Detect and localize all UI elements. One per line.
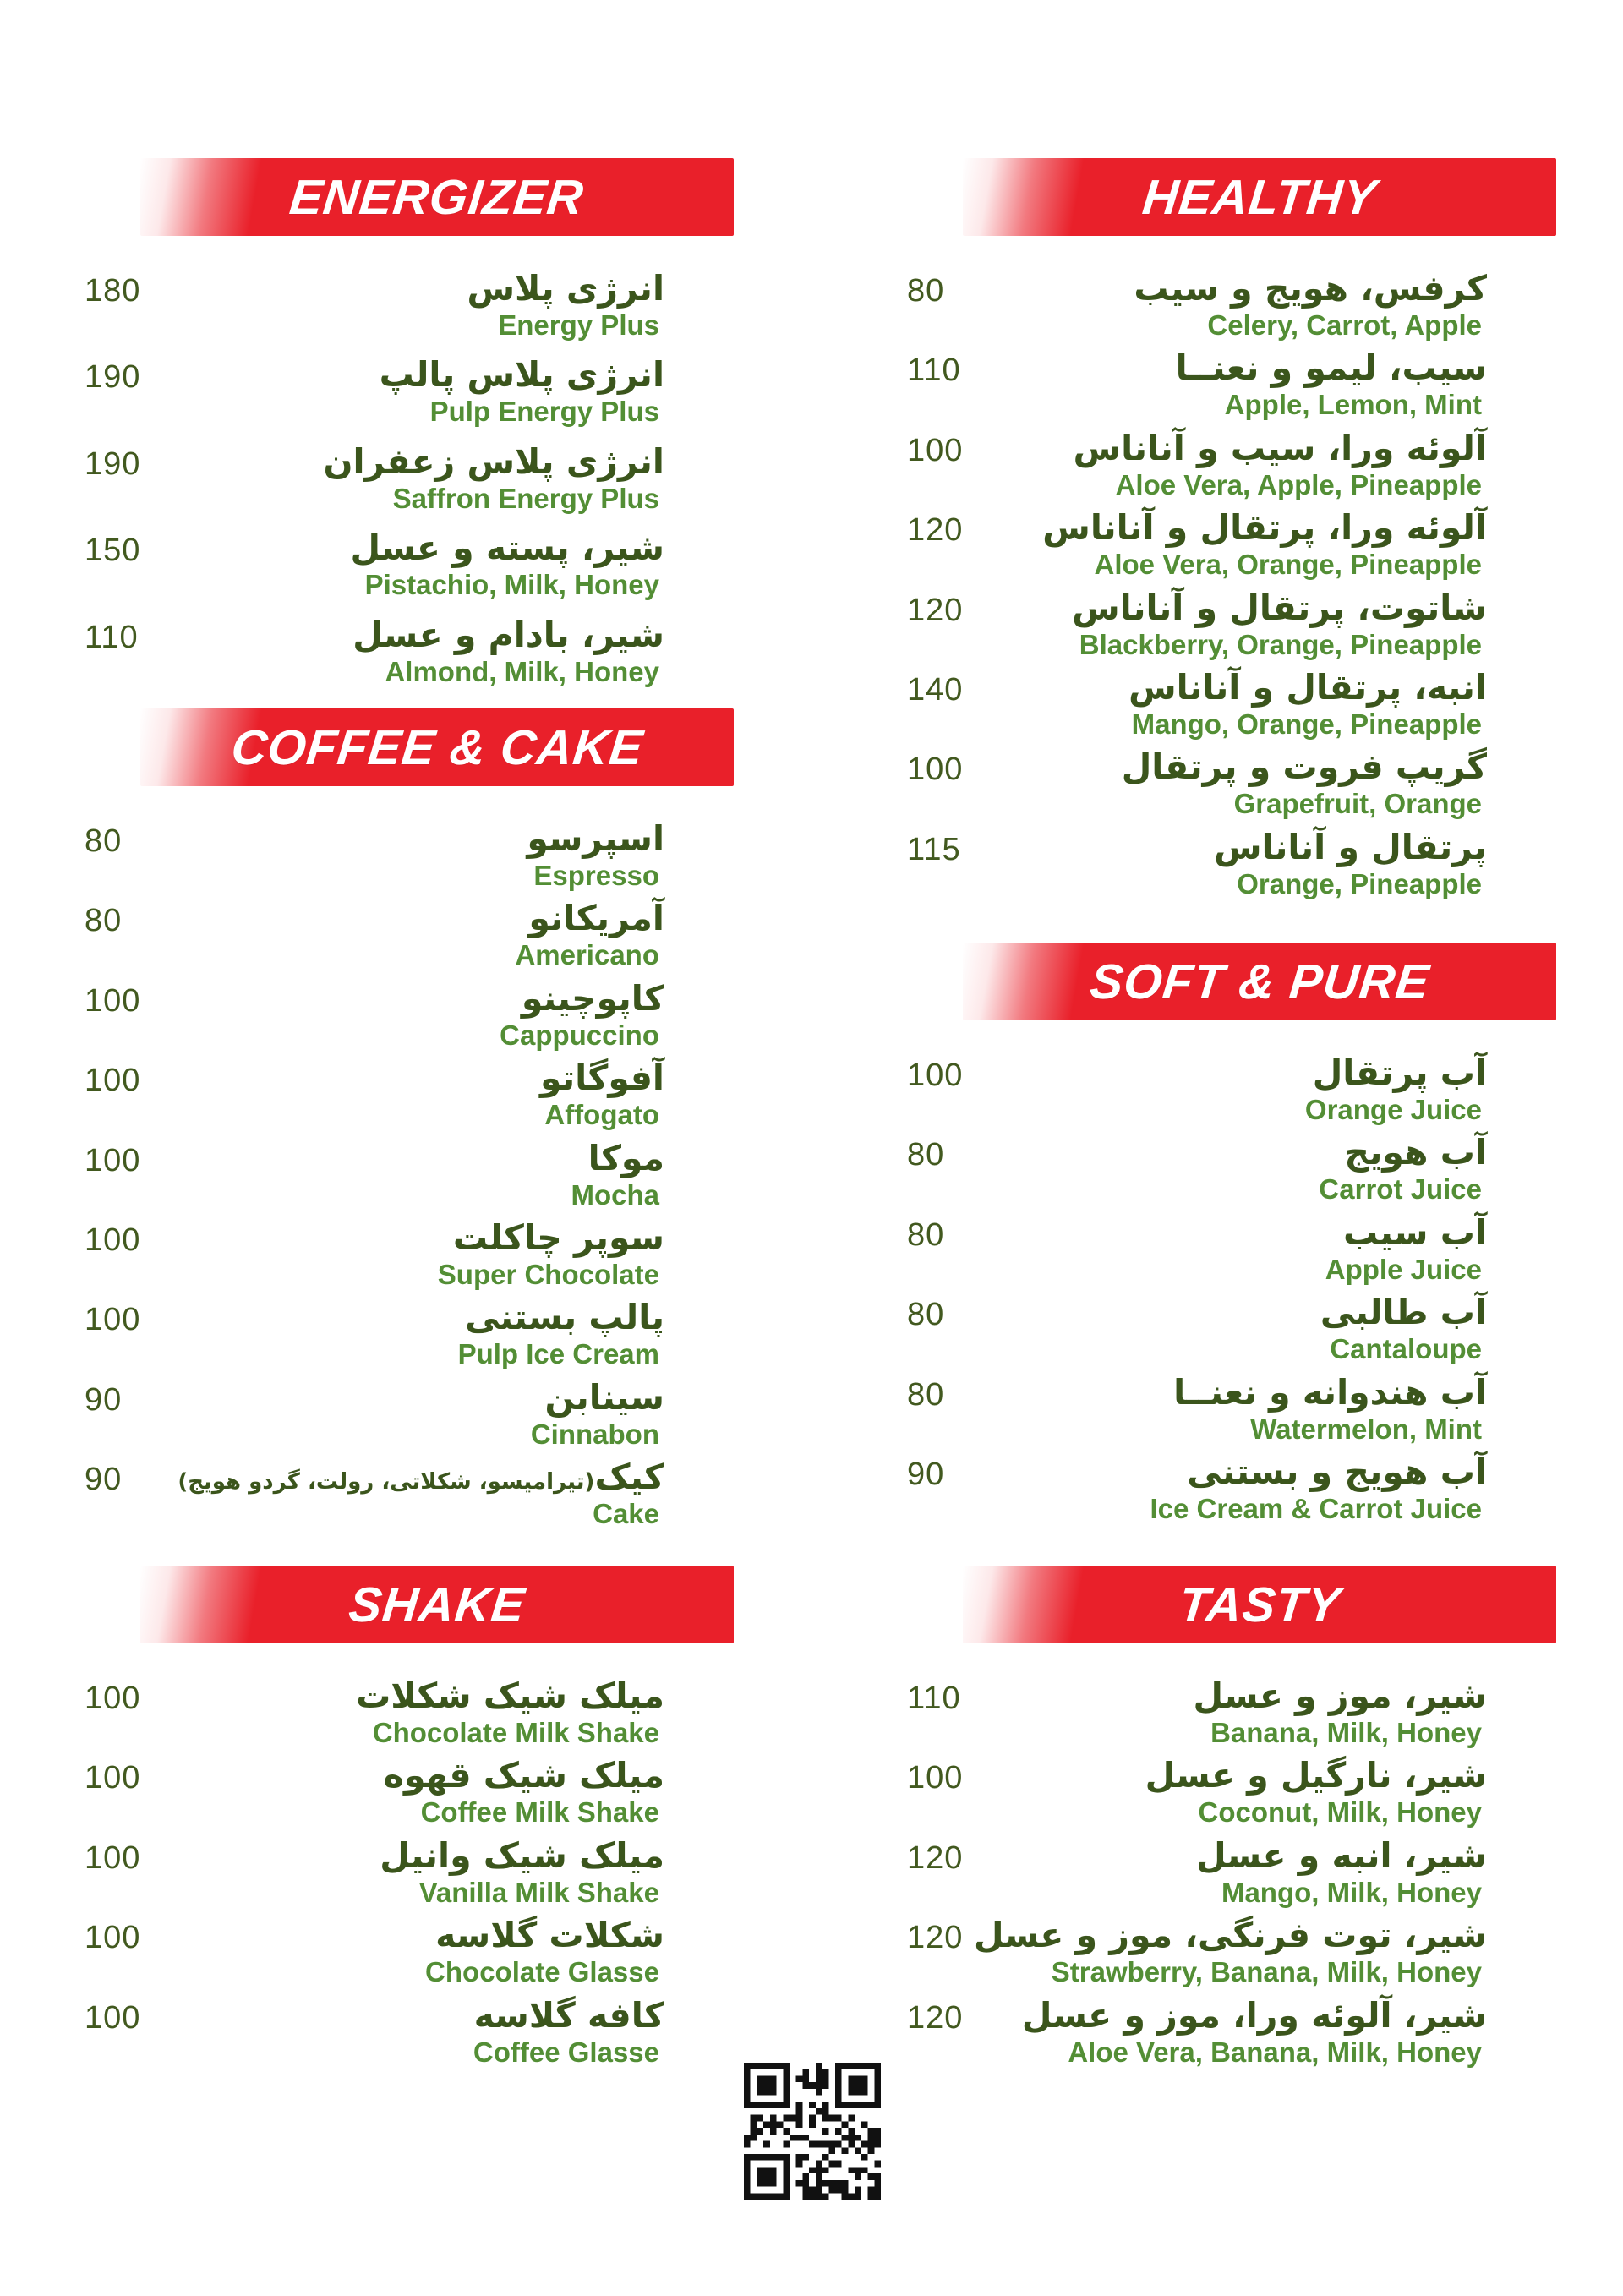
menu-item: [85, 528, 664, 601]
item-name-persian: [140, 1458, 664, 1496]
menu-item: [85, 354, 664, 428]
item-price: 100: [85, 1063, 141, 1099]
item-name-persian: [140, 1298, 664, 1337]
menu-item: [907, 826, 1487, 899]
item-name-english: Americano: [515, 939, 659, 971]
section-banner: [140, 158, 734, 236]
item-name-persian-text: میلک شیک وانیل: [380, 1834, 664, 1876]
item-price: 180: [85, 273, 141, 309]
item-name-persian: [963, 1677, 1487, 1715]
item-name-persian-text: انرژی پلاس: [467, 268, 664, 309]
item-price: 100: [907, 1058, 964, 1093]
item-name-persian: [140, 1059, 664, 1097]
item-price: 140: [907, 671, 964, 708]
section-items: [907, 268, 1556, 899]
item-name-persian: [140, 440, 664, 482]
item-name-english: Apple Juice: [1325, 1253, 1482, 1285]
item-name-persian: [140, 1994, 664, 2036]
section-tasty: [907, 1566, 1556, 2076]
item-name-persian-text: آفوگاتو: [540, 1058, 664, 1099]
item-name-english: Aloe Vera, Orange, Pineapple: [1094, 549, 1482, 581]
item-name-persian-text: آب طالبی: [1320, 1292, 1487, 1333]
item-price: 120: [907, 1999, 964, 2036]
item-price: 90: [85, 1462, 123, 1498]
item-name-persian: [963, 1211, 1487, 1253]
item-name-persian: [963, 666, 1487, 708]
item-name-english: Banana, Milk, Honey: [1210, 1717, 1482, 1749]
item-price: 110: [907, 353, 961, 389]
item-name-persian: [140, 616, 664, 654]
menu-item: [85, 1297, 664, 1370]
item-price: 120: [907, 1840, 964, 1876]
item-name-english: Cake: [593, 1498, 659, 1530]
menu-item: [907, 1755, 1487, 1829]
item-name-english: Grapefruit, Orange: [1233, 788, 1482, 820]
item-name-persian: [140, 1216, 664, 1258]
item-name-english: Affogato: [544, 1099, 659, 1131]
item-name-persian: [140, 977, 664, 1019]
item-name-persian-text: کرفس، هویج و سیب: [1134, 268, 1487, 309]
section-soft: [907, 943, 1556, 1533]
item-name-persian: [140, 270, 664, 308]
menu-item: [85, 1137, 664, 1211]
section-title: SOFT & PURE: [1087, 954, 1432, 1009]
item-name-persian: [140, 529, 664, 567]
section-title: HEALTHY: [1139, 169, 1380, 225]
item-price: 100: [85, 1142, 141, 1178]
item-name-english: Pulp Ice Cream: [457, 1338, 659, 1370]
item-name-persian-text: شیر، نارگیل و عسل: [1145, 1755, 1487, 1796]
item-price: 80: [907, 1137, 945, 1173]
item-name-persian: [963, 1371, 1487, 1413]
section-title: SHAKE: [346, 1577, 528, 1632]
menu-item: [85, 1755, 664, 1829]
item-name-english: Cantaloupe: [1330, 1333, 1482, 1365]
menu-item: [85, 898, 664, 971]
item-name-persian: [963, 1916, 1487, 1954]
item-price: 100: [907, 1760, 964, 1796]
item-name-english: Aloe Vera, Apple, Pineapple: [1115, 468, 1482, 500]
item-name-english: Saffron Energy Plus: [392, 482, 659, 514]
item-name-english: Vanilla Milk Shake: [418, 1876, 659, 1908]
item-name-english: Blackberry, Orange, Pineapple: [1079, 628, 1482, 660]
item-name-persian-text: شیر، پسته و عسل: [350, 528, 664, 569]
menu-item: [907, 1451, 1487, 1525]
menu-item: [907, 1676, 1487, 1749]
item-name-persian-text: سینابن: [544, 1376, 664, 1418]
item-name-persian: [963, 1134, 1487, 1172]
item-price: 80: [907, 273, 945, 309]
item-price: 100: [85, 1920, 141, 1956]
item-name-persian-text: شیر، موز و عسل: [1193, 1676, 1487, 1716]
menu-item: [85, 614, 664, 687]
item-name-persian: [140, 1916, 664, 1954]
item-price: 100: [85, 982, 141, 1019]
item-name-persian: [140, 1137, 664, 1178]
item-name-english: Cappuccino: [500, 1019, 659, 1051]
item-name-persian-text: کاپوچینو: [521, 977, 664, 1019]
section-shake: [85, 1566, 734, 2076]
menu-item: [907, 427, 1487, 500]
qr-code-pattern: [744, 2063, 881, 2200]
item-price: 90: [85, 1381, 123, 1418]
section-title: COFFEE & CAKE: [228, 719, 646, 775]
item-name-persian-text: آب هندوانه و نعنــا: [1173, 1371, 1487, 1413]
item-price: 80: [907, 1216, 945, 1253]
item-name-english: Energy Plus: [498, 309, 659, 342]
item-name-persian-text: آب سیب: [1343, 1211, 1487, 1253]
item-price: 100: [85, 1999, 141, 2036]
item-name-persian: [140, 1834, 664, 1876]
item-name-persian: [963, 1453, 1487, 1491]
item-name-english: Chocolate Glasse: [425, 1956, 659, 1988]
item-name-english: Mango, Orange, Pineapple: [1131, 708, 1482, 741]
menu-item: [907, 1915, 1487, 1988]
item-name-english: Mango, Milk, Honey: [1221, 1876, 1482, 1908]
item-name-persian-text: آب هویج و بستنی: [1187, 1451, 1487, 1492]
item-name-english: Coffee Milk Shake: [420, 1796, 659, 1829]
item-name-english: Super Chocolate: [437, 1259, 659, 1291]
section-coffee: [85, 708, 734, 1539]
item-name-english: Watermelon, Mint: [1250, 1413, 1482, 1445]
item-name-persian-text: آب هویج: [1344, 1132, 1487, 1173]
item-name-english: Coconut, Milk, Honey: [1198, 1796, 1482, 1829]
menu-item: [85, 1216, 664, 1291]
item-price: 100: [85, 1302, 141, 1338]
item-price: 150: [85, 533, 141, 569]
menu-item: [907, 587, 1487, 660]
item-name-persian: [140, 1677, 664, 1715]
item-price: 100: [907, 432, 964, 468]
section-items: [85, 1676, 734, 2068]
item-name-persian: [963, 1994, 1487, 2036]
section-banner: [140, 1566, 734, 1643]
item-name-english: Orange Juice: [1304, 1094, 1482, 1126]
item-name-persian: [140, 1757, 664, 1795]
section-title: ENERGIZER: [287, 169, 587, 225]
menu-item: [907, 507, 1487, 581]
item-price: 120: [907, 512, 964, 549]
item-name-english: Pistachio, Milk, Honey: [364, 569, 659, 601]
menu-item: [907, 347, 1487, 421]
item-name-english: Ice Cream & Carrot Juice: [1150, 1493, 1482, 1525]
item-price: 120: [907, 1920, 964, 1956]
item-name-persian-text: انرژی پلاس پالپ: [379, 354, 664, 396]
item-price: 100: [85, 1222, 141, 1258]
item-price: 80: [85, 903, 123, 939]
menu-item: [85, 1457, 664, 1530]
item-name-persian-text: شیر، آلوئه ورا، موز و عسل: [1021, 1994, 1487, 2036]
item-price: 90: [907, 1456, 945, 1492]
menu-item: [85, 977, 664, 1051]
section-items: [907, 1676, 1556, 2068]
section-energizer: [85, 158, 734, 702]
item-name-persian: [963, 1293, 1487, 1331]
item-price: 100: [85, 1840, 141, 1876]
menu-item: [907, 1211, 1487, 1285]
menu-item: [85, 1058, 664, 1131]
section-items: [85, 818, 734, 1530]
menu-item: [85, 268, 664, 342]
item-name-english: Strawberry, Banana, Milk, Honey: [1051, 1956, 1482, 1988]
item-name-persian-text: کیک: [594, 1457, 664, 1498]
item-price: 110: [85, 619, 139, 655]
menu-item: [907, 1132, 1487, 1205]
item-name-persian-text: شیر، بادام و عسل: [352, 614, 664, 655]
item-name-english: Pulp Energy Plus: [429, 396, 659, 428]
item-name-persian: [140, 899, 664, 938]
menu-item: [85, 1676, 664, 1749]
item-name-persian: [963, 589, 1487, 627]
section-title: TASTY: [1176, 1577, 1343, 1632]
item-name-persian-text: میلک شیک شکلات: [356, 1676, 664, 1716]
item-name-persian-text: شکلات گلاسه: [435, 1915, 664, 1956]
item-name-english: Cinnabon: [530, 1418, 659, 1450]
section-banner: [963, 1566, 1556, 1643]
item-name-persian-text: آلوئه ورا، پرتقال و آناناس: [1042, 507, 1487, 549]
item-name-persian-text: شاتوت، پرتقال و آناناس: [1072, 587, 1487, 628]
item-name-persian: [963, 509, 1487, 547]
item-price: 80: [85, 823, 123, 859]
item-price: 100: [907, 752, 964, 788]
item-name-persian: [963, 349, 1487, 387]
item-name-english: Almond, Milk, Honey: [385, 655, 659, 687]
item-name-persian: [963, 1757, 1487, 1795]
item-name-persian: [963, 270, 1487, 308]
item-name-persian-text: آب پرتقال: [1312, 1052, 1487, 1093]
item-name-persian-text: سیب، لیمو و نعنــا: [1175, 347, 1487, 389]
section-banner: [963, 943, 1556, 1020]
menu-item: [907, 746, 1487, 820]
menu-item: [85, 818, 664, 892]
item-name-persian-text: اسپرسو: [527, 818, 664, 859]
item-name-persian-text: کافه گلاسه: [473, 1994, 664, 2036]
menu-item: [907, 268, 1487, 342]
item-name-persian: [963, 429, 1487, 467]
menu-item: [85, 440, 664, 514]
section-healthy: [907, 158, 1556, 908]
item-price: 100: [85, 1760, 141, 1796]
menu-item: [907, 1834, 1487, 1908]
item-name-english: Carrot Juice: [1319, 1173, 1482, 1205]
item-name-persian: [963, 1054, 1487, 1092]
item-name-persian-text: میلک شیک قهوه: [383, 1755, 664, 1796]
item-name-english: Espresso: [533, 860, 659, 892]
item-name-persian-text: موکا: [587, 1137, 664, 1178]
menu-item: [907, 1292, 1487, 1365]
item-name-persian: [140, 356, 664, 394]
section-items: [85, 268, 734, 687]
menu-item: [907, 1994, 1487, 2068]
qr-code: [744, 2063, 881, 2200]
item-name-persian: [140, 820, 664, 858]
item-name-persian-text: شیر، توت فرنگی، موز و عسل: [974, 1915, 1487, 1956]
item-name-persian-note: (تیرامیسو، شکلاتی، رولت، گردو هویج): [178, 1469, 595, 1495]
menu-item: [907, 1052, 1487, 1126]
item-name-english: Coffee Glasse: [473, 2036, 659, 2068]
item-name-persian: [963, 828, 1487, 866]
item-price: 115: [907, 831, 961, 867]
item-price: 110: [907, 1681, 961, 1716]
item-name-english: Chocolate Milk Shake: [372, 1717, 659, 1749]
item-name-persian: [963, 748, 1487, 786]
item-price: 80: [907, 1376, 945, 1413]
item-name-english: Apple, Lemon, Mint: [1224, 389, 1482, 421]
item-name-persian-text: انرژی پلاس زعفران: [323, 440, 664, 482]
item-name-english: Aloe Vera, Banana, Milk, Honey: [1068, 2036, 1482, 2068]
item-name-persian-text: آلوئه ورا، سیب و آناناس: [1073, 427, 1487, 468]
section-banner: [140, 708, 734, 786]
section-items: [907, 1052, 1556, 1525]
menu-item: [85, 1376, 664, 1450]
item-price: 190: [85, 446, 141, 482]
menu-item: [907, 666, 1487, 741]
item-name-english: Celery, Carrot, Apple: [1207, 309, 1482, 342]
menu-item: [85, 1834, 664, 1908]
item-name-persian-text: پالپ بستنی: [465, 1297, 664, 1338]
item-name-persian: [963, 1834, 1487, 1876]
item-price: 100: [85, 1681, 141, 1716]
item-name-persian-text: پرتقال و آناناس: [1213, 826, 1487, 867]
menu-item: [85, 1994, 664, 2068]
item-name-persian: [140, 1376, 664, 1418]
section-banner: [963, 158, 1556, 236]
item-name-english: Orange, Pineapple: [1237, 867, 1482, 899]
item-price: 120: [907, 592, 964, 628]
item-name-persian-text: آمریکانو: [528, 898, 664, 939]
item-name-persian-text: انبه، پرتقال و آناناس: [1128, 666, 1487, 708]
menu-item: [85, 1915, 664, 1988]
menu-item: [907, 1371, 1487, 1445]
item-name-english: Mocha: [571, 1178, 659, 1211]
item-name-persian-text: سوپر چاکلت: [452, 1216, 664, 1258]
item-name-persian-text: گریپ فروت و پرتقال: [1121, 746, 1487, 788]
item-price: 80: [907, 1297, 945, 1333]
item-price: 190: [85, 359, 141, 396]
item-name-persian-text: شیر، انبه و عسل: [1196, 1834, 1487, 1876]
